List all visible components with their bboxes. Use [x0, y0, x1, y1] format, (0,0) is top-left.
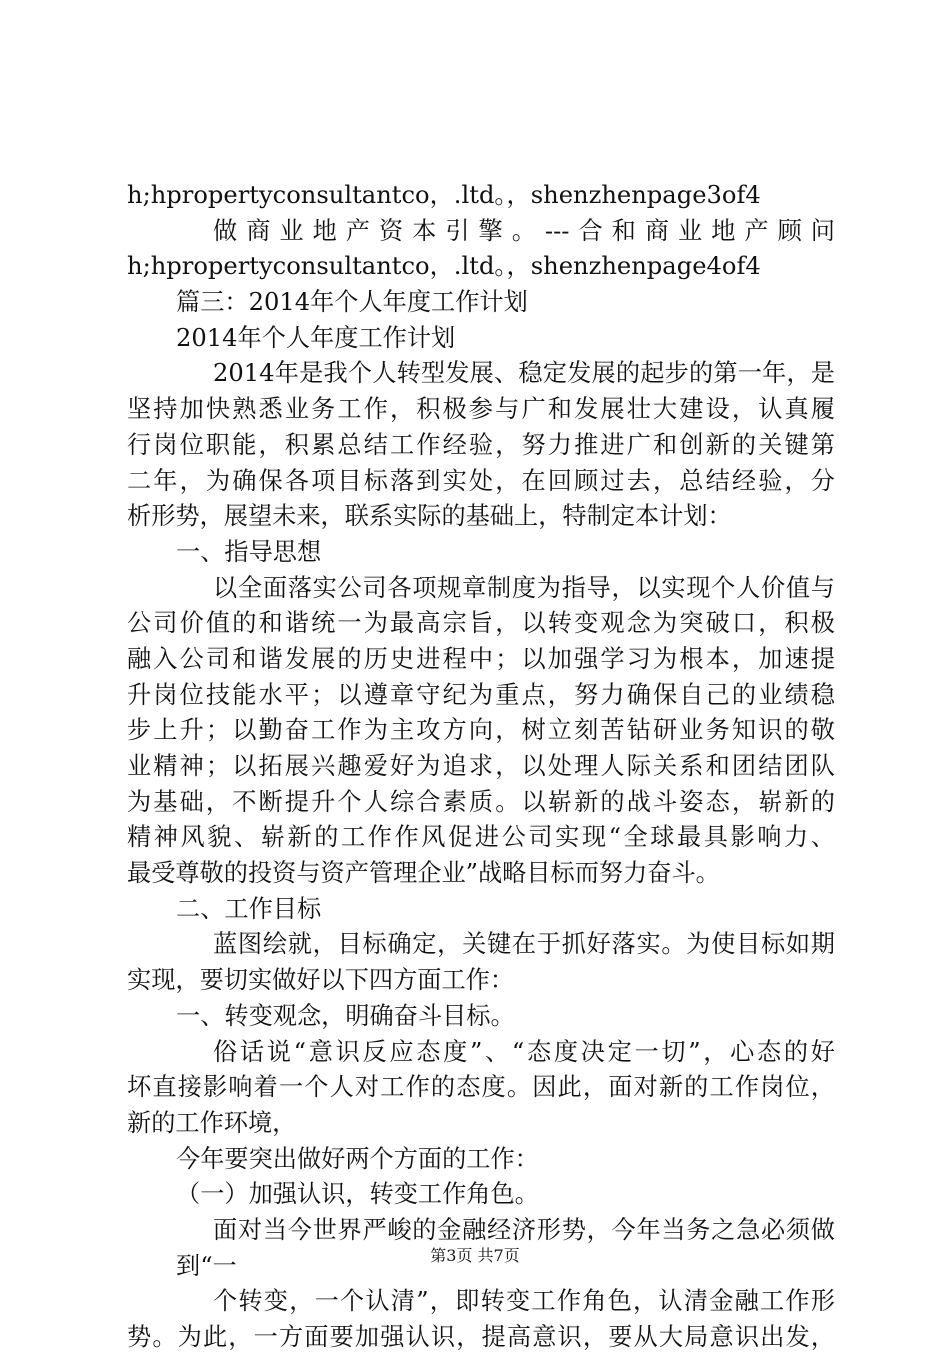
text-line: 升岗位技能水平；以遵章守纪为重点，努力确保自己的业绩稳 [127, 680, 835, 709]
text-line: h;hpropertyconsultantco，.ltd。，shenzhenpage4of4 [127, 252, 761, 281]
section-heading: 一、指导思想 [176, 537, 322, 566]
text-line: 势。为此，一方面要加强认识，提高意识，要从大局意识出发， [127, 1323, 835, 1351]
text-line: 2014年是我个人转型发展、稳定发展的起步的第一年，是 [213, 359, 835, 388]
text-line: 坚持加快熟悉业务工作，积极参与广和发展壮大建设，认真履 [127, 395, 835, 424]
text-line: 做商业地产资本引擎。---合和商业地产顾问 [213, 216, 835, 245]
text-line: 个转变，一个认清”，即转变工作角色，认清金融工作形 [213, 1287, 835, 1316]
subsection-heading: （一）加强认识，转变工作角色。 [176, 1180, 539, 1209]
document-body [127, 178, 835, 1356]
page-footer [0, 1243, 950, 1266]
text-line: 俗话说“意识反应态度”、“态度决定一切”，心态的好 [213, 1037, 835, 1066]
text-line: 精神风貌、崭新的工作作风促进公司实现“全球最具影响力、 [127, 823, 835, 852]
text-line: 析形势，展望未来，联系实际的基础上，特制定本计划： [127, 502, 732, 531]
text-line: 新的工作环境， [127, 1108, 297, 1137]
document-title: 2014年个人年度工作计划 [176, 323, 456, 352]
subsection-heading: 一、转变观念，明确奋斗目标。 [176, 1001, 515, 1030]
text-line: 坏直接影响着一个人对工作的态度。因此，面对新的工作岗位， [127, 1073, 835, 1102]
text-line: 业精神；以拓展兴趣爱好为追求，以处理人际关系和团结团队 [127, 752, 835, 780]
text-line: 实现，要切实做好以下四方面工作： [127, 966, 515, 995]
text-line: 到“一 [176, 1251, 237, 1280]
text-line: h;hpropertyconsultantco，.ltd。，shenzhenpage3of4 [127, 181, 761, 209]
text-line: 为基础，不断提升个人综合素质。以崭新的战斗姿态，崭新的 [127, 787, 835, 816]
text-line: 二年，为确保各项目标落到实处，在回顾过去，总结经验，分 [127, 466, 835, 495]
text-line: 今年要突出做好两个方面的工作： [176, 1144, 539, 1173]
text-line: 以全面落实公司各项规章制度为指导，以实现个人价值与 [213, 573, 835, 602]
text-line: 最受尊敬的投资与资产管理企业”战略目标而努力奋斗。 [127, 859, 720, 888]
text-line: 公司价值的和谐统一为最高宗旨，以转变观念为突破口，积极 [127, 609, 835, 638]
text-line: 步上升；以勤奋工作为主攻方向，树立刻苦钻研业务知识的敬 [127, 716, 835, 745]
section-heading: 篇三：2014年个人年度工作计划 [176, 288, 528, 317]
page-number: 第3页 共7页 [430, 1246, 520, 1265]
text-line: 面对当今世界严峻的金融经济形势，今年当务之急必须做 [213, 1215, 835, 1244]
text-line: 行岗位职能，积累总结工作经验，努力推进广和创新的关键第 [127, 430, 835, 459]
section-heading: 二、工作目标 [176, 894, 322, 923]
text-line: 融入公司和谐发展的历史进程中；以加强学习为根本，加速提 [127, 644, 835, 673]
text-line: 蓝图绘就，目标确定，关键在于抓好落实。为使目标如期 [213, 930, 835, 959]
